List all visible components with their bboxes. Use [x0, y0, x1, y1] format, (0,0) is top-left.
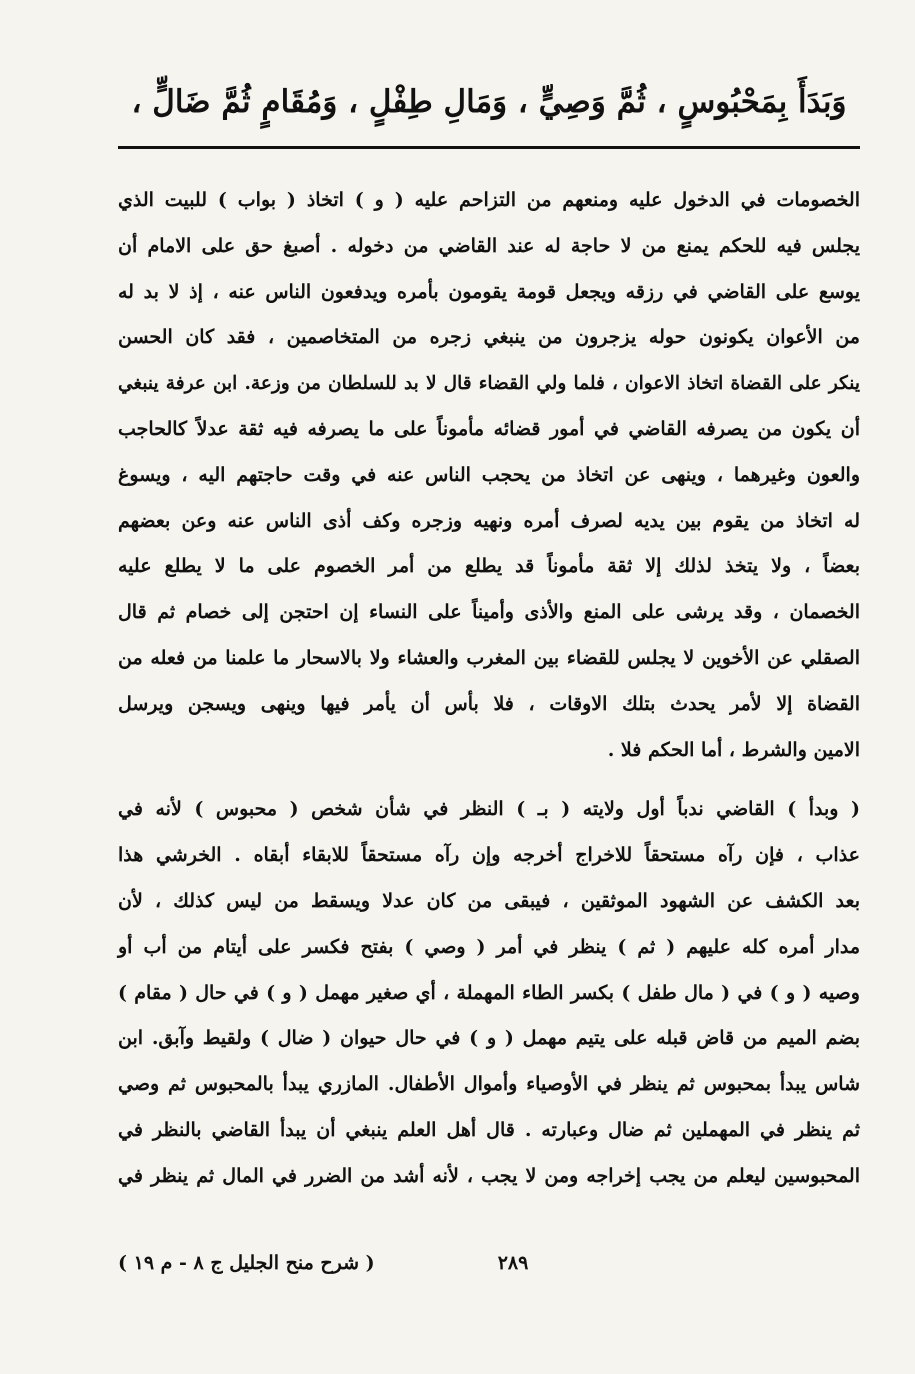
text-line: مدار أمره كله عليهم ( ثم ) ينظر في أمر ( وصي ) بفتح فكسر على أيتام من أب أو [118, 935, 860, 958]
verse-header: وَبَدَأَ بِمَحْبُوسٍ ، ثُمَّ وَصِيٍّ ، وَمَالِ طِفْلٍ ، وَمُقَامٍ ثُمَّ ضَالٍّ ، [131, 84, 847, 120]
text-line: ينكر على القضاة اتخاذ الاعوان ، فلما ولي القضاء قال لا بد للسلطان من وزعة. ابن عرفة ينبغي [118, 373, 860, 395]
text-line: ( وبدأ ) القاضي ندباً أول ولايته ( بـ ) النظر في شأن شخص ( محبوس ) لأنه في [118, 798, 860, 821]
text-line: الخصومات في الدخول عليه ومنعهم من التزاحم عليه ( و ) اتخاذ ( بواب ) للبيت الذي [118, 189, 860, 211]
commentary-body [118, 178, 860, 1200]
text-line: بعد الكشف عن الشهود الموثقين ، فيبقى من كان عدلا ويسقط من ليس كذلك ، لأن [118, 889, 860, 912]
text-line: الصقلي عن الأخوين لا يجلس للقضاء بين المغرب والعشاء ولا بالاسحار ما علمنا من فعله من [118, 646, 860, 669]
text-line: المحبوسين ليعلم من يجب إخراجه ومن لا يجب ، لأنه أشد من الضرر في المال ثم ينظر في [118, 1164, 860, 1187]
text-line: بضم الميم من قاض قبله على يتيم مهمل ( و ) في حال حيوان ( ضال ) ولقيط وآبق. ابن [118, 1027, 860, 1050]
text-line: له اتخاذ من يقوم بين يديه لصرف أمره ونهيه وزجره وكف أذى الناس عنه وعن بعضهم [118, 509, 860, 532]
text-line: والعون وغيرهما ، وينهى عن اتخاذ من يحجب الناس عنه في وقت حاجتهم اليه ، ويسوغ [118, 463, 860, 486]
text-line: الخصمان ، وقد يرشى على المنع والأذى وأميناً على النساء إن احتجن إلى خصام ثم قال [118, 601, 860, 624]
text-line: القضاة إلا لأمر يحدث بتلك الاوقات ، فلا بأس أن يأمر فيها وينهى ويسجن ويرسل [118, 692, 860, 715]
header-rule [118, 146, 860, 149]
text-line: أن يكون من يصرفه القاضي في أمور قضائه مأموناً على ما يصرفه فيه ثقة عدلاً كالحاجب [118, 417, 860, 440]
text-line: عذاب ، فإن رآه مستحقاً للاخراج أخرجه وإن رآه مستحقاً للابقاء أبقاه . الخرشي هذا [118, 844, 860, 867]
text-line: شاس يبدأ بمحبوس ثم ينظر في الأوصياء وأموال الأطفال. المازري يبدأ بالمحبوس ثم وصي [118, 1073, 860, 1096]
text-line: يوسع على القاضي في رزقه ويجعل قومة يقومون بأمره ويدفعون الناس عنه ، إذ لا بد له [118, 280, 860, 303]
text-line: بعضاً ، ولا يتخذ لذلك إلا ثقة مأموناً قد يطلع من أمر الخصوم على ما لا يطلع عليه [118, 555, 860, 578]
page-number: ٢٨٩ [497, 1252, 529, 1274]
paragraph-1 [118, 178, 860, 773]
text-line: من الأعوان يكونون حوله يزجرون من ينبغي زجره من المتخاصمين ، فقد كان الحسن [118, 326, 860, 349]
text-line: وصيه ( و ) في ( مال طفل ) بكسر الطاء المهملة ، أي صغير مهمل ( و ) في حال ( مقام ) [118, 981, 860, 1004]
text-line: يجلس فيه للحكم يمنع من لا حاجة له عند القاضي من دخوله . أصبغ حق على الامام أن [118, 234, 860, 257]
text-line: ثم ينظر في المهملين ثم ضال وعبارته . قال أهل العلم ينبغي أن يبدأ القاضي بالنظر في [118, 1118, 860, 1141]
text-line: الامين والشرط ، أما الحكم فلا . [607, 738, 860, 761]
paragraph-2 [118, 787, 860, 1199]
page-footer [118, 1248, 860, 1278]
printer-signature: ( شرح منح الجليل ج ٨ - م ١٩ ) [118, 1252, 375, 1274]
